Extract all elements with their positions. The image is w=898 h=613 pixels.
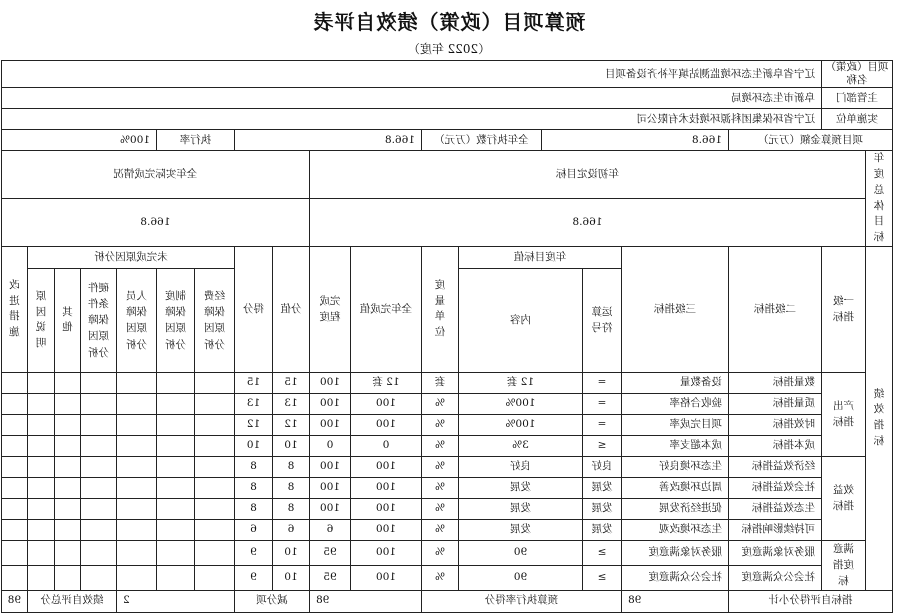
total-value: 98 <box>1 590 27 612</box>
row-degree: 100 <box>310 372 351 393</box>
row-l3: 周边环境改善 <box>622 477 729 498</box>
header-content: 内容 <box>459 268 583 372</box>
row-blank <box>117 456 157 477</box>
row-l2: 可持续影响指标 <box>729 519 822 540</box>
row-op: 发展 <box>583 498 622 519</box>
row-blank <box>195 498 235 519</box>
row-blank <box>157 435 195 456</box>
row-score: 9 <box>235 565 273 590</box>
row-score: 13 <box>235 393 273 414</box>
row-op: 发展 <box>583 477 622 498</box>
row-actual: 0 <box>351 435 422 456</box>
budget-score-label: 预算执行率得分 <box>422 590 622 612</box>
header-degree: 完成程度 <box>310 246 351 372</box>
row-blank <box>55 498 81 519</box>
row-l2: 质量指标 <box>729 393 822 414</box>
row-degree: 6 <box>310 519 351 540</box>
row-blank <box>81 498 117 519</box>
row-blank <box>55 435 81 456</box>
row-blank <box>1 372 27 393</box>
row-blank <box>28 477 55 498</box>
table-row <box>1 456 892 477</box>
dept-value: 阜新市生态环境局 <box>1 88 821 109</box>
table-row <box>1 565 892 590</box>
row-l2: 社会公众满意度 <box>729 565 822 590</box>
row-blank <box>157 477 195 498</box>
row-score: 15 <box>235 372 273 393</box>
row-op: ≥ <box>583 540 622 565</box>
deduct-label: 减分项 <box>235 590 310 612</box>
row-score: 10 <box>235 435 273 456</box>
info-row-dept <box>1 88 892 109</box>
row-degree: 100 <box>310 477 351 498</box>
row-degree: 100 <box>310 393 351 414</box>
row-l2: 经济效益指标 <box>729 456 822 477</box>
row-content: 100% <box>459 414 583 435</box>
row-score: 8 <box>235 456 273 477</box>
overall-goal-label: 年度总体目标 <box>866 151 893 247</box>
row-blank <box>28 372 55 393</box>
header-reason-system: 制度保障原因分析 <box>157 268 195 372</box>
row-weight: 10 <box>273 565 310 590</box>
row-blank <box>157 414 195 435</box>
row-degree: 95 <box>310 540 351 565</box>
exec-value: 166.8 <box>235 130 422 151</box>
row-blank <box>55 393 81 414</box>
row-unit: 套 <box>422 372 459 393</box>
dept-label: 主管部门 <box>822 88 893 109</box>
row-blank <box>117 477 157 498</box>
row-blank <box>55 414 81 435</box>
header-l2: 二级指标 <box>729 246 822 372</box>
row-content: 90 <box>459 565 583 590</box>
row-blank <box>81 565 117 590</box>
header-actual: 全年完成值 <box>351 246 422 372</box>
row-blank <box>55 565 81 590</box>
header-annual-target: 年度目标值 <box>459 246 622 268</box>
goal-value: 166.8 <box>310 199 866 247</box>
overall-goal-values <box>1 199 892 247</box>
row-blank <box>157 540 195 565</box>
row-blank <box>195 456 235 477</box>
row-blank <box>195 435 235 456</box>
project-name: 辽宁省阜新生态环境监测站填平补齐设备项目 <box>1 61 821 88</box>
row-blank <box>157 519 195 540</box>
row-l3: 促进经济发展 <box>622 498 729 519</box>
row-degree: 100 <box>310 498 351 519</box>
row-l3: 成本超支率 <box>622 435 729 456</box>
project-name-label: 项目（政策）名称 <box>822 61 893 88</box>
group-output: 产出指标 <box>822 372 866 456</box>
row-content: 12 套 <box>459 372 583 393</box>
row-blank <box>117 372 157 393</box>
row-l2: 数量指标 <box>729 372 822 393</box>
row-content: 发展 <box>459 498 583 519</box>
row-unit: % <box>422 477 459 498</box>
row-blank <box>81 414 117 435</box>
row-l2: 生态效益指标 <box>729 498 822 519</box>
row-blank <box>195 393 235 414</box>
row-score: 9 <box>235 540 273 565</box>
row-blank <box>195 519 235 540</box>
row-unit: % <box>422 565 459 590</box>
row-blank <box>55 372 81 393</box>
row-blank <box>117 414 157 435</box>
row-weight: 8 <box>273 456 310 477</box>
budget-score-value: 98 <box>310 590 422 612</box>
row-blank <box>195 477 235 498</box>
rate-value: 100% <box>1 130 156 151</box>
row-score: 8 <box>235 498 273 519</box>
table-row <box>1 498 892 519</box>
overall-goal-header <box>1 151 892 199</box>
row-blank <box>28 393 55 414</box>
row-blank <box>157 393 195 414</box>
row-unit: % <box>422 519 459 540</box>
row-blank <box>1 477 27 498</box>
row-weight: 10 <box>273 540 310 565</box>
row-blank <box>157 456 195 477</box>
row-blank <box>28 540 55 565</box>
row-blank <box>195 565 235 590</box>
row-content: 良好 <box>459 456 583 477</box>
row-blank <box>28 435 55 456</box>
info-row-impl <box>1 109 892 130</box>
row-l2: 时效指标 <box>729 414 822 435</box>
deduct-value: 2 <box>117 590 235 612</box>
perf-indicator-label: 绩效指标 <box>866 246 893 590</box>
table-row <box>1 414 892 435</box>
row-l3: 生态环境改观 <box>622 519 729 540</box>
row-l3: 设备数量 <box>622 372 729 393</box>
impl-label: 实施单位 <box>822 109 893 130</box>
row-actual: 100 <box>351 519 422 540</box>
row-blank <box>1 456 27 477</box>
header-reason-staff: 人员保障原因分析 <box>117 268 157 372</box>
row-score: 8 <box>235 477 273 498</box>
row-unit: % <box>422 414 459 435</box>
row-blank <box>28 519 55 540</box>
row-blank <box>195 414 235 435</box>
row-blank <box>117 435 157 456</box>
row-content: 100% <box>459 393 583 414</box>
row-actual: 100 <box>351 540 422 565</box>
row-blank <box>1 435 27 456</box>
table-row <box>1 519 892 540</box>
header-reason-hardware: 硬件条件保障原因分析 <box>81 268 117 372</box>
goal-label: 年初设定目标 <box>310 151 866 199</box>
row-content: 发展 <box>459 519 583 540</box>
row-content: 发展 <box>459 477 583 498</box>
header-unit: 度量单位 <box>422 246 459 372</box>
row-l2: 服务对象满意度 <box>729 540 822 565</box>
row-weight: 12 <box>273 414 310 435</box>
table-row <box>1 540 892 565</box>
row-blank <box>117 393 157 414</box>
row-blank <box>1 414 27 435</box>
row-blank <box>117 540 157 565</box>
row-blank <box>55 519 81 540</box>
row-content: 3% <box>459 435 583 456</box>
row-blank <box>81 477 117 498</box>
row-actual: 100 <box>351 565 422 590</box>
rate-label: 执行率 <box>157 130 235 151</box>
row-actual: 12 套 <box>351 372 422 393</box>
header-l3: 三级指标 <box>622 246 729 372</box>
row-op: ≤ <box>583 435 622 456</box>
row-blank <box>55 477 81 498</box>
header-score: 得分 <box>235 246 273 372</box>
row-weight: 15 <box>273 372 310 393</box>
row-actual: 100 <box>351 393 422 414</box>
info-row-budget <box>1 130 892 151</box>
table-row <box>1 435 892 456</box>
header-reason-funding: 经费保障原因分析 <box>195 268 235 372</box>
row-blank <box>55 456 81 477</box>
row-actual: 100 <box>351 456 422 477</box>
row-blank <box>81 540 117 565</box>
row-blank <box>28 565 55 590</box>
actual-value: 166.8 <box>1 199 309 247</box>
row-degree: 0 <box>310 435 351 456</box>
row-score: 12 <box>235 414 273 435</box>
row-blank <box>157 372 195 393</box>
row-blank <box>81 435 117 456</box>
row-actual: 100 <box>351 498 422 519</box>
report-year: （2022 年度） <box>407 42 491 56</box>
exec-label: 全年执行数（万元） <box>422 130 542 151</box>
impl-value: 辽宁省环保集团科源环境技术有限公司 <box>1 109 821 130</box>
header-op: 运算符号 <box>583 268 622 372</box>
row-weight: 6 <box>273 519 310 540</box>
row-weight: 8 <box>273 498 310 519</box>
table-row <box>1 372 892 393</box>
row-blank <box>1 565 27 590</box>
info-row-name <box>1 61 892 88</box>
row-unit: % <box>422 435 459 456</box>
row-blank <box>28 414 55 435</box>
row-blank <box>1 393 27 414</box>
row-blank <box>117 565 157 590</box>
table-row <box>1 393 892 414</box>
row-op: ≥ <box>583 565 622 590</box>
row-blank <box>1 519 27 540</box>
total-label: 绩效自评总分 <box>28 590 117 612</box>
table-row <box>1 477 892 498</box>
row-op: 发展 <box>583 519 622 540</box>
group-benefit: 效益指标 <box>822 456 866 540</box>
header-l1: 一级指标 <box>822 246 866 372</box>
header-reason-other: 其他 <box>55 268 81 372</box>
row-degree: 95 <box>310 565 351 590</box>
row-blank <box>195 372 235 393</box>
row-l3: 服务对象满意度 <box>622 540 729 565</box>
row-unit: % <box>422 498 459 519</box>
budget-label: 项目预算金额（万元） <box>729 130 893 151</box>
footer-row <box>1 590 892 612</box>
header-improve: 改进措施 <box>1 246 27 372</box>
row-degree: 100 <box>310 456 351 477</box>
row-actual: 100 <box>351 414 422 435</box>
row-op: = <box>583 372 622 393</box>
header-weight: 分值 <box>273 246 310 372</box>
page-title: 预算项目（政策）绩效自评表 <box>312 10 586 34</box>
row-op: 良好 <box>583 456 622 477</box>
row-l2: 社会效益指标 <box>729 477 822 498</box>
row-score: 6 <box>235 519 273 540</box>
group-satisfaction: 满意度指标 <box>822 540 866 590</box>
row-blank <box>157 565 195 590</box>
row-content: 90 <box>459 540 583 565</box>
budget-value: 166.8 <box>542 130 729 151</box>
row-op: = <box>583 393 622 414</box>
row-weight: 10 <box>273 435 310 456</box>
row-blank <box>157 498 195 519</box>
row-blank <box>28 498 55 519</box>
row-blank <box>117 519 157 540</box>
row-l2: 成本指标 <box>729 435 822 456</box>
header-reason-note: 原因说明 <box>28 268 55 372</box>
row-unit: % <box>422 456 459 477</box>
row-blank <box>81 456 117 477</box>
row-l3: 社会公众满意度 <box>622 565 729 590</box>
row-l3: 生态环境良好 <box>622 456 729 477</box>
row-blank <box>1 498 27 519</box>
evaluation-table <box>1 60 893 613</box>
subtotal-label: 指标自评得分小计 <box>729 590 893 612</box>
indicator-header-row-1 <box>1 246 892 268</box>
row-degree: 100 <box>310 414 351 435</box>
row-blank <box>1 540 27 565</box>
row-blank <box>81 519 117 540</box>
row-blank <box>195 540 235 565</box>
row-unit: % <box>422 393 459 414</box>
row-blank <box>117 498 157 519</box>
actual-label: 全年实际完成情况 <box>1 151 309 199</box>
row-actual: 100 <box>351 477 422 498</box>
row-weight: 8 <box>273 477 310 498</box>
row-unit: % <box>422 540 459 565</box>
row-op: = <box>583 414 622 435</box>
subtotal-value: 98 <box>622 590 729 612</box>
row-blank <box>81 372 117 393</box>
row-blank <box>28 456 55 477</box>
row-blank <box>55 540 81 565</box>
header-unfinished: 未完成原因分析 <box>28 246 235 268</box>
row-blank <box>81 393 117 414</box>
row-weight: 13 <box>273 393 310 414</box>
row-l3: 验收合格率 <box>622 393 729 414</box>
row-l3: 项目完成率 <box>622 414 729 435</box>
